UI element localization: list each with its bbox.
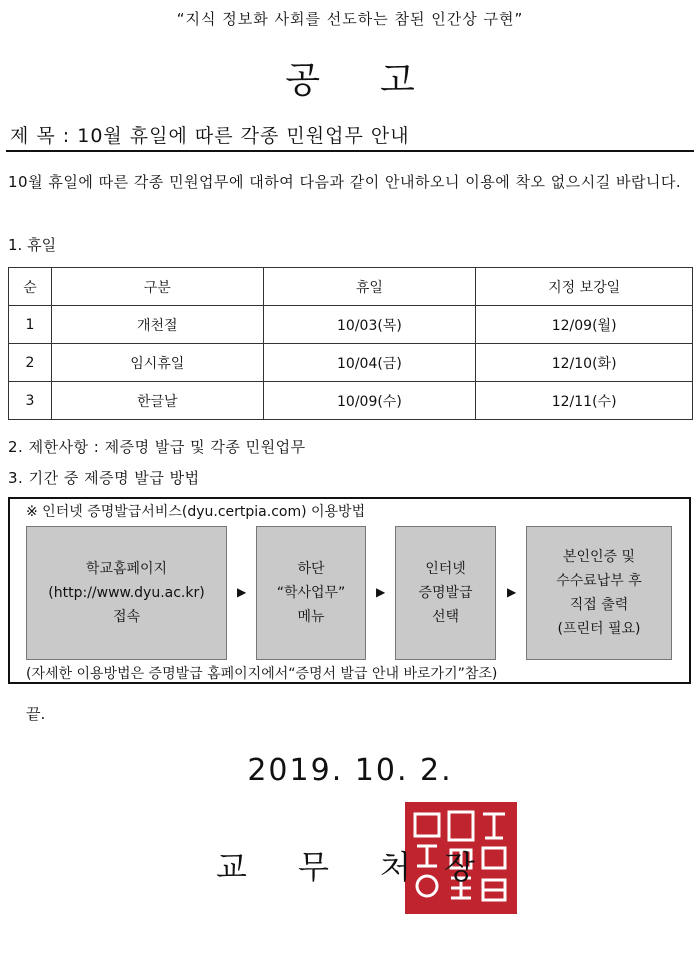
table-cell: 한글날 bbox=[51, 382, 263, 420]
table-row bbox=[9, 382, 693, 420]
table-row bbox=[9, 306, 693, 344]
step-1-homepage bbox=[26, 526, 227, 660]
step-line: 선택 bbox=[431, 609, 460, 625]
step-line: 증명발급 bbox=[418, 585, 473, 601]
divider bbox=[6, 150, 694, 152]
signer-char: 교 bbox=[216, 848, 247, 886]
signer-char: 무 bbox=[298, 848, 329, 886]
step-line: “학사업무” bbox=[276, 585, 346, 601]
table-cell: 12/09(월) bbox=[476, 306, 693, 344]
intro-text: 10월 휴일에 따른 각종 민원업무에 대하여 다음과 같이 안내하오니 이용에 착오 없으시길 바랍니다. bbox=[8, 173, 682, 191]
arrow-right-icon: ▶ bbox=[376, 585, 386, 599]
end-mark: 끝. bbox=[26, 705, 46, 723]
table-cell: 임시휴일 bbox=[51, 344, 263, 382]
step-3-select bbox=[395, 526, 496, 660]
col-header-makeup: 지정 보강일 bbox=[476, 268, 693, 306]
table-cell: 12/11(수) bbox=[476, 382, 693, 420]
arrow-right-icon: ▶ bbox=[237, 585, 247, 599]
signer-title bbox=[216, 842, 484, 888]
table-cell: 1 bbox=[9, 306, 52, 344]
step-line: 학교홈페이지 bbox=[85, 561, 168, 577]
step-line: 인터넷 bbox=[425, 561, 466, 577]
table-cell: 10/04(금) bbox=[263, 344, 476, 382]
notice-subject: 제 목 : 10월 휴일에 따른 각종 민원업무 안내 bbox=[10, 125, 410, 147]
table-cell: 10/09(수) bbox=[263, 382, 476, 420]
step-line: (프린터 필요) bbox=[557, 621, 641, 637]
step-line: (http://www.dyu.ac.kr) bbox=[48, 585, 205, 601]
step-line: 직접 출력 bbox=[569, 597, 629, 613]
table-cell: 2 bbox=[9, 344, 52, 382]
step-4-print bbox=[526, 526, 672, 660]
table-row bbox=[9, 344, 693, 382]
table-cell: 3 bbox=[9, 382, 52, 420]
motto: “지식 정보화 사회를 선도하는 참된 인간상 구현” bbox=[176, 10, 524, 28]
step-line: 접속 bbox=[112, 609, 141, 625]
step-line: 하단 bbox=[297, 561, 325, 577]
col-header-holiday: 휴일 bbox=[263, 268, 476, 306]
signer-char: 처 bbox=[380, 848, 411, 886]
step-line: 수수료납부 후 bbox=[556, 573, 642, 589]
notice-date: 2019. 10. 2. bbox=[247, 753, 453, 788]
section-3-title: 3. 기간 중 제증명 발급 방법 bbox=[8, 469, 200, 487]
step-line: 메뉴 bbox=[297, 609, 325, 625]
col-header-no: 순 bbox=[9, 268, 52, 306]
table-cell: 10/03(목) bbox=[263, 306, 476, 344]
section-2-title: 2. 제한사항 : 제증명 발급 및 각종 민원업무 bbox=[8, 438, 306, 456]
holiday-table bbox=[8, 267, 693, 420]
page-title: 공고 bbox=[285, 60, 475, 101]
arrow-right-icon: ▶ bbox=[507, 585, 517, 599]
table-cell: 12/10(화) bbox=[476, 344, 693, 382]
guide-box-title: ※ 인터넷 증명발급서비스(dyu.certpia.com) 이용방법 bbox=[26, 504, 366, 520]
col-header-type: 구분 bbox=[51, 268, 263, 306]
section-1-title: 1. 휴일 bbox=[8, 236, 57, 254]
step-2-menu bbox=[256, 526, 366, 660]
signer-char: 장 bbox=[444, 848, 475, 886]
table-header-row bbox=[9, 268, 693, 306]
step-line: 본인인증 및 bbox=[562, 549, 636, 565]
guide-box-note: (자세한 이용방법은 증명발급 홈페이지에서“증명서 발급 안내 바로가기”참조) bbox=[26, 666, 498, 682]
table-cell: 개천절 bbox=[51, 306, 263, 344]
